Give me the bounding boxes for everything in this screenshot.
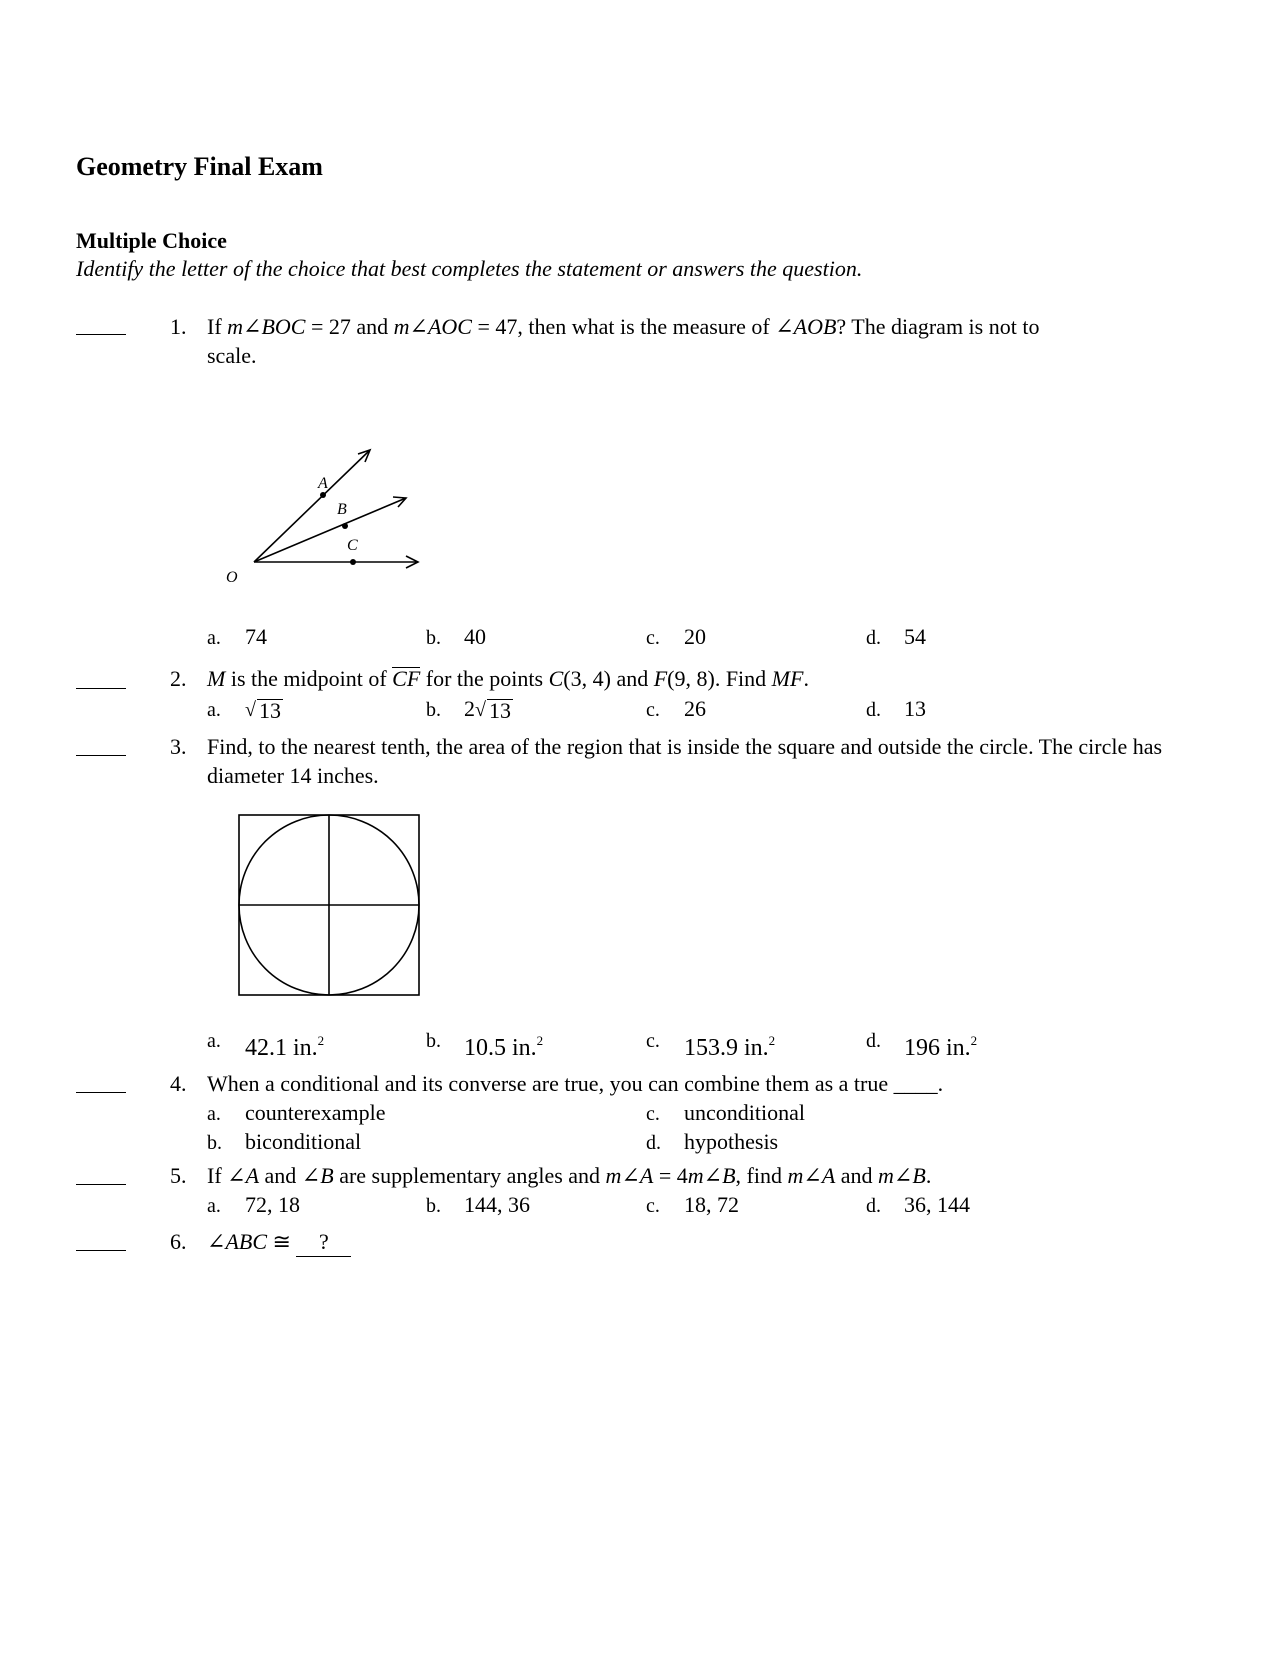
question-number: 3.	[170, 734, 187, 759]
label-a: A	[318, 475, 328, 492]
question-number: 1.	[170, 314, 187, 339]
choice-2c[interactable]: c. 26	[646, 696, 706, 721]
answer-blank-1[interactable]	[76, 334, 126, 335]
label-b: B	[337, 501, 347, 518]
choice-3c[interactable]: c. 153.9 in.$^2$	[646, 1030, 776, 1061]
choice-3d[interactable]: d. 196 in.$^2$	[866, 1030, 978, 1061]
answer-blank-4[interactable]	[76, 1092, 126, 1093]
choice-1b[interactable]: b. 40	[426, 624, 486, 649]
choice-2b[interactable]: b. 2 √ 13	[426, 696, 511, 723]
choice-4c[interactable]: c. unconditional	[646, 1100, 805, 1125]
instructions: Identify the letter of the choice that best completes the statement or answers the question.	[76, 256, 863, 281]
choice-4a[interactable]: a. counterexample	[207, 1100, 386, 1125]
choice-2d[interactable]: d. 13	[866, 696, 926, 721]
choice-3b[interactable]: b. 10.5 in.$^2$	[426, 1030, 544, 1061]
question-4-text: When a conditional and its converse are true, you can combine them as a true ____.	[207, 1071, 944, 1096]
choice-2a[interactable]: a. √ 13	[207, 698, 281, 723]
choice-5c[interactable]: c. 18, 72	[646, 1192, 739, 1217]
question-6-text: ∠ABC ≅ ?	[207, 1227, 351, 1257]
answer-blank-5[interactable]	[76, 1184, 126, 1185]
answer-blank-3[interactable]	[76, 755, 126, 756]
choice-1d[interactable]: d. 54	[866, 624, 926, 649]
choice-5a[interactable]: a. 72, 18	[207, 1192, 300, 1217]
square-circle-diagram	[238, 814, 422, 998]
choice-4d[interactable]: d. hypothesis	[646, 1129, 779, 1154]
label-o: O	[226, 569, 238, 586]
choice-4b[interactable]: b. biconditional	[207, 1129, 362, 1154]
section-title: Multiple Choice	[76, 228, 227, 253]
question-2-text: M is the midpoint of CF for the points C(3, 4) and F(9, 8). Find MF.	[207, 666, 809, 691]
answer-blank-6[interactable]	[76, 1250, 126, 1251]
angle-diagram	[220, 440, 440, 590]
page-title: Geometry Final Exam	[76, 152, 323, 181]
choice-5d[interactable]: d. 36, 144	[866, 1192, 970, 1217]
question-3-text: Find, to the nearest tenth, the area of the region that is inside the square and outside the circle. The circle has diameter 14 inches.	[207, 734, 1163, 788]
question-number: 2.	[170, 666, 187, 691]
question-number: 4.	[170, 1071, 187, 1096]
question-5-text: If ∠A and ∠B are supplementary angles and m∠A = 4m∠B, find m∠A and m∠B.	[207, 1163, 932, 1188]
question-1-text: If m∠BOC = 27 and m∠AOC = 47, then what is the measure of ∠AOB? The diagram is not to scale.	[207, 314, 1040, 368]
answer-blank-2[interactable]	[76, 688, 126, 689]
label-c: C	[347, 537, 358, 554]
choice-5b[interactable]: b. 144, 36	[426, 1192, 530, 1217]
question-number: 6.	[170, 1229, 187, 1254]
choice-1c[interactable]: c. 20	[646, 624, 706, 649]
choice-1a[interactable]: a. 74	[207, 624, 267, 649]
choice-3a[interactable]: a. 42.1 in.$^2$	[207, 1030, 325, 1061]
question-number: 5.	[170, 1163, 187, 1188]
ray-ob	[254, 498, 406, 562]
